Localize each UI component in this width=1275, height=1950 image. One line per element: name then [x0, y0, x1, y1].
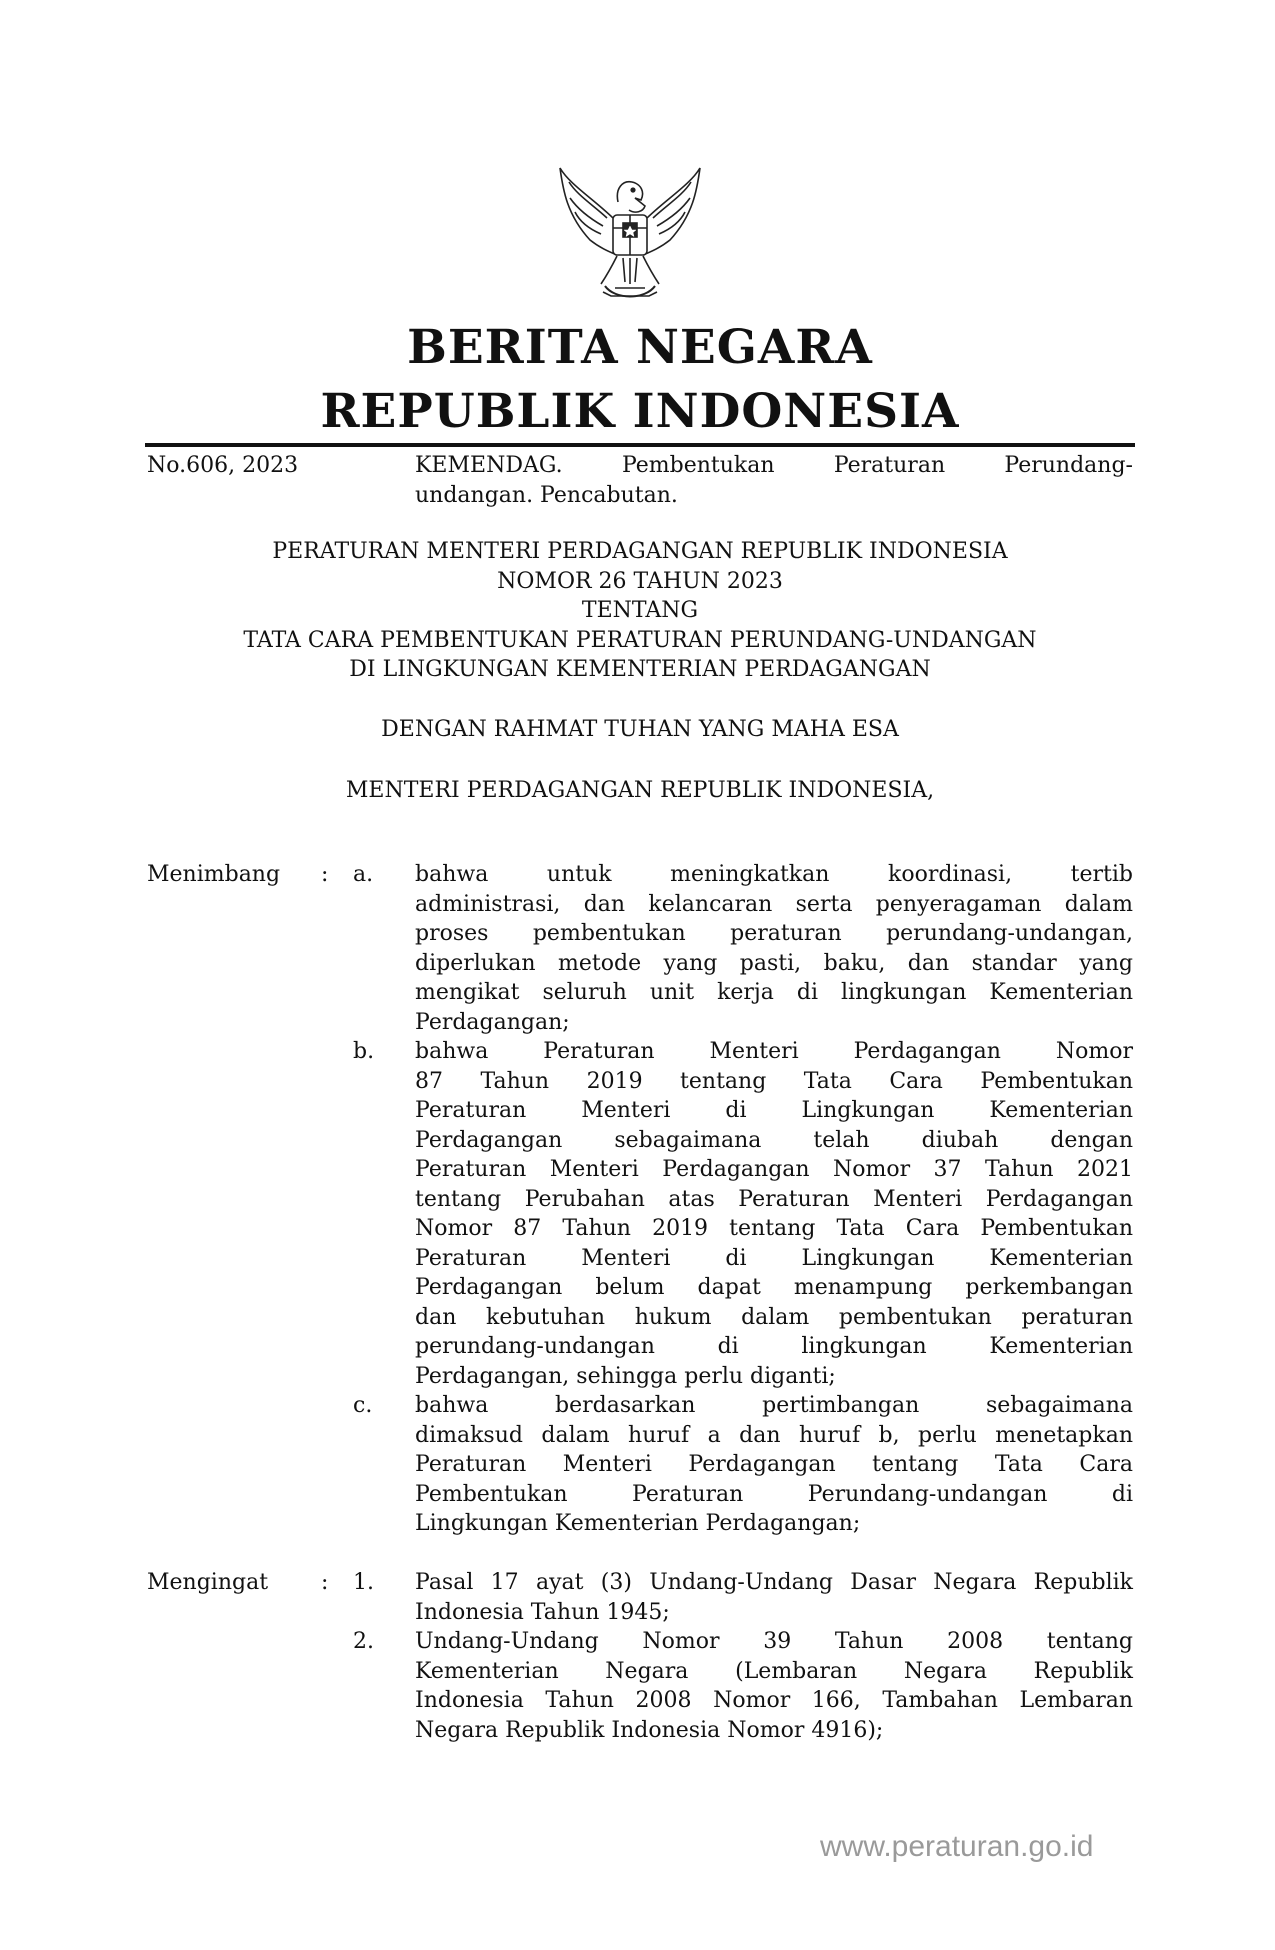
menimbang-item-b: [415, 1037, 1133, 1391]
paragraph-line: Indonesia Tahun 1945;: [415, 1599, 670, 1625]
paragraph-line: Peraturan Menteri di Lingkungan Kementerian: [415, 1245, 1133, 1271]
paragraph-line: mengikat seluruh unit kerja di lingkungan Kementerian: [415, 980, 1133, 1005]
mengingat-item-marker: 2.: [353, 1629, 374, 1654]
paragraph-line: proses pembentukan peraturan perundang-undangan,: [415, 921, 1133, 946]
regulation-title: [145, 537, 1135, 685]
regulation-title-line: DI LINGKUNGAN KEMENTERIAN PERDAGANGAN: [349, 657, 931, 682]
paragraph-line: Lingkungan Kementerian Perdagangan;: [415, 1511, 861, 1536]
menimbang-item-marker: b.: [353, 1039, 375, 1064]
paragraph-line: bahwa untuk meningkatkan koordinasi, tertib: [415, 862, 1133, 887]
gazette-number: No.606, 2023: [147, 453, 299, 478]
paragraph-line: bahwa Peraturan Menteri Perdagangan Nomor: [415, 1039, 1133, 1064]
garuda-pancasila-emblem-icon: [555, 160, 705, 312]
gazette-description-line: KEMENDAG. Pembentukan Peraturan Perundang-: [415, 453, 1133, 478]
paragraph-line: Perdagangan, sehingga perlu diganti;: [415, 1363, 836, 1389]
paragraph-line: Pembentukan Peraturan Perundang-undangan di: [415, 1481, 1133, 1507]
mengingat-item-1: [415, 1568, 1133, 1627]
mengingat-label: Mengingat: [147, 1570, 269, 1595]
paragraph-line: perundang-undangan di lingkungan Kementerian: [415, 1334, 1133, 1359]
paragraph-line: dan kebutuhan hukum dalam pembentukan peraturan: [415, 1304, 1133, 1330]
paragraph-line: Undang-Undang Nomor 39 Tahun 2008 tentang: [415, 1629, 1133, 1654]
paragraph-line: Perdagangan belum dapat menampung perkembangan: [415, 1275, 1133, 1300]
menimbang-item-a: [415, 860, 1133, 1037]
mengingat-item-marker: 1.: [353, 1570, 374, 1595]
regulation-title-line: PERATURAN MENTERI PERDAGANGAN REPUBLIK INDONESIA: [272, 539, 1008, 564]
gazette-description-line: undangan. Pencabutan.: [415, 482, 678, 508]
paragraph-line: Peraturan Menteri Perdagangan tentang Tata Cara: [415, 1452, 1133, 1477]
regulation-title-line: TATA CARA PEMBENTUKAN PERATURAN PERUNDANG-UNDANGAN: [243, 627, 1037, 653]
mengingat-colon: :: [321, 1570, 329, 1595]
paragraph-line: Kementerian Negara (Lembaran Negara Republik: [415, 1658, 1133, 1684]
menimbang-item-marker: a.: [353, 862, 374, 887]
menimbang-label: Menimbang: [147, 862, 281, 887]
paragraph-line: dimaksud dalam huruf a dan huruf b, perlu menetapkan: [415, 1422, 1133, 1448]
preamble-rahmat: DENGAN RAHMAT TUHAN YANG MAHA ESA: [381, 717, 899, 742]
menimbang-colon: :: [321, 862, 329, 887]
paragraph-line: 87 Tahun 2019 tentang Tata Cara Pembentukan: [415, 1068, 1133, 1094]
paragraph-line: Pasal 17 ayat (3) Undang-Undang Dasar Negara Republik: [415, 1570, 1133, 1595]
paragraph-line: Peraturan Menteri Perdagangan Nomor 37 Tahun 2021: [415, 1157, 1133, 1182]
paragraph-line: Indonesia Tahun 2008 Nomor 166, Tambahan Lembaran: [415, 1688, 1133, 1713]
paragraph-line: Negara Republik Indonesia Nomor 4916);: [415, 1717, 884, 1743]
paragraph-line: administrasi, dan kelancaran serta penyeragaman dalam: [415, 891, 1133, 917]
paragraph-line: Peraturan Menteri di Lingkungan Kementerian: [415, 1098, 1133, 1123]
masthead-title-line1: BERITA NEGARA: [407, 320, 873, 375]
paragraph-line: bahwa berdasarkan pertimbangan sebagaimana: [415, 1393, 1133, 1418]
paragraph-line: diperlukan metode yang pasti, baku, dan standar yang: [415, 950, 1133, 976]
mengingat-item-2: [415, 1627, 1133, 1745]
paragraph-line: tentang Perubahan atas Peraturan Menteri Perdagangan: [415, 1186, 1133, 1212]
menimbang-item-c: [415, 1391, 1133, 1539]
regulation-number: NOMOR 26 TAHUN 2023: [497, 568, 783, 594]
menimbang-item-marker: c.: [353, 1393, 373, 1418]
source-watermark: www.peraturan.go.id: [820, 1830, 1094, 1863]
paragraph-line: Perdagangan sebagaimana telah diubah dengan: [415, 1127, 1133, 1153]
preamble-menteri: MENTERI PERDAGANGAN REPUBLIK INDONESIA,: [345, 778, 935, 803]
masthead-divider: [145, 443, 1135, 447]
paragraph-line: Perdagangan;: [415, 1009, 570, 1035]
masthead-title-line2: REPUBLIK INDONESIA: [320, 384, 960, 439]
gazette-description: [415, 451, 1133, 510]
paragraph-line: Nomor 87 Tahun 2019 tentang Tata Cara Pembentukan: [415, 1216, 1133, 1241]
regulation-title-line: TENTANG: [581, 598, 699, 623]
